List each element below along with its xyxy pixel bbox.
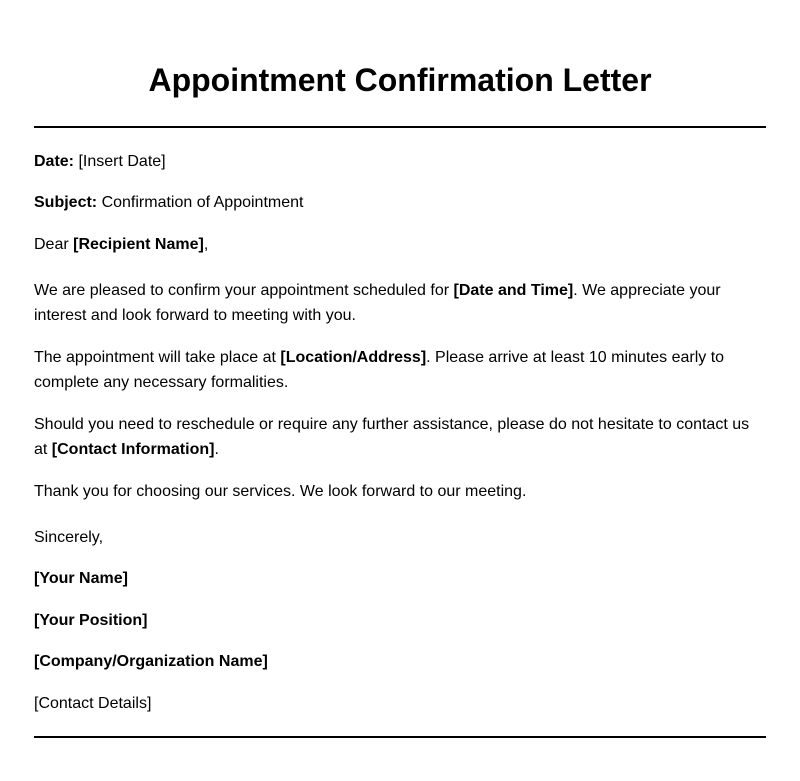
paragraph-text: The appointment will take place at — [34, 349, 281, 366]
contact-info-placeholder: [Contact Information] — [51, 441, 215, 458]
paragraph-thanks: Thank you for choosing our services. We look forward to our meeting. — [34, 483, 527, 500]
subject-label: Subject: — [34, 194, 98, 211]
subject-value: Confirmation of Appointment — [97, 194, 304, 211]
paragraph-text: We are pleased to confirm your appointment scheduled for — [34, 282, 454, 299]
closing: Sincerely, — [34, 529, 104, 546]
salutation-prefix: Dear — [34, 236, 74, 253]
your-position-placeholder: [Your Position] — [34, 612, 148, 629]
salutation-suffix: , — [203, 236, 209, 253]
subject-line — [34, 190, 766, 215]
date-value: [Insert Date] — [74, 153, 166, 170]
signature-name — [34, 566, 766, 591]
company-placeholder: [Company/Organization Name] — [34, 653, 268, 670]
your-name-placeholder: [Your Name] — [34, 570, 128, 587]
salutation — [34, 232, 766, 257]
location-placeholder: [Location/Address] — [280, 349, 427, 366]
paragraph-text: . — [214, 441, 219, 458]
date-line — [34, 149, 766, 174]
letter-title: Appointment Confirmation Letter — [148, 62, 652, 98]
paragraph-confirmation — [34, 278, 766, 328]
paragraph-text: . Please arrive at least 10 minutes early to complete any necessary formalities. — [34, 349, 725, 391]
date-label: Date: — [34, 153, 75, 170]
paragraph-location — [34, 345, 766, 395]
bottom-divider — [34, 736, 766, 738]
top-divider — [34, 126, 766, 128]
signature-position — [34, 608, 766, 633]
paragraph-text: Should you need to reschedule or require any further assistance, please do not hesitate to contact us at — [34, 416, 750, 458]
date-time-placeholder: [Date and Time] — [453, 282, 574, 299]
paragraph-text: . We appreciate your interest and look forward to meeting with you. — [34, 282, 721, 324]
signature-contact: [Contact Details] — [34, 695, 152, 712]
signature-company — [34, 649, 766, 674]
recipient-name: [Recipient Name] — [73, 236, 204, 253]
paragraph-reschedule — [34, 412, 766, 462]
